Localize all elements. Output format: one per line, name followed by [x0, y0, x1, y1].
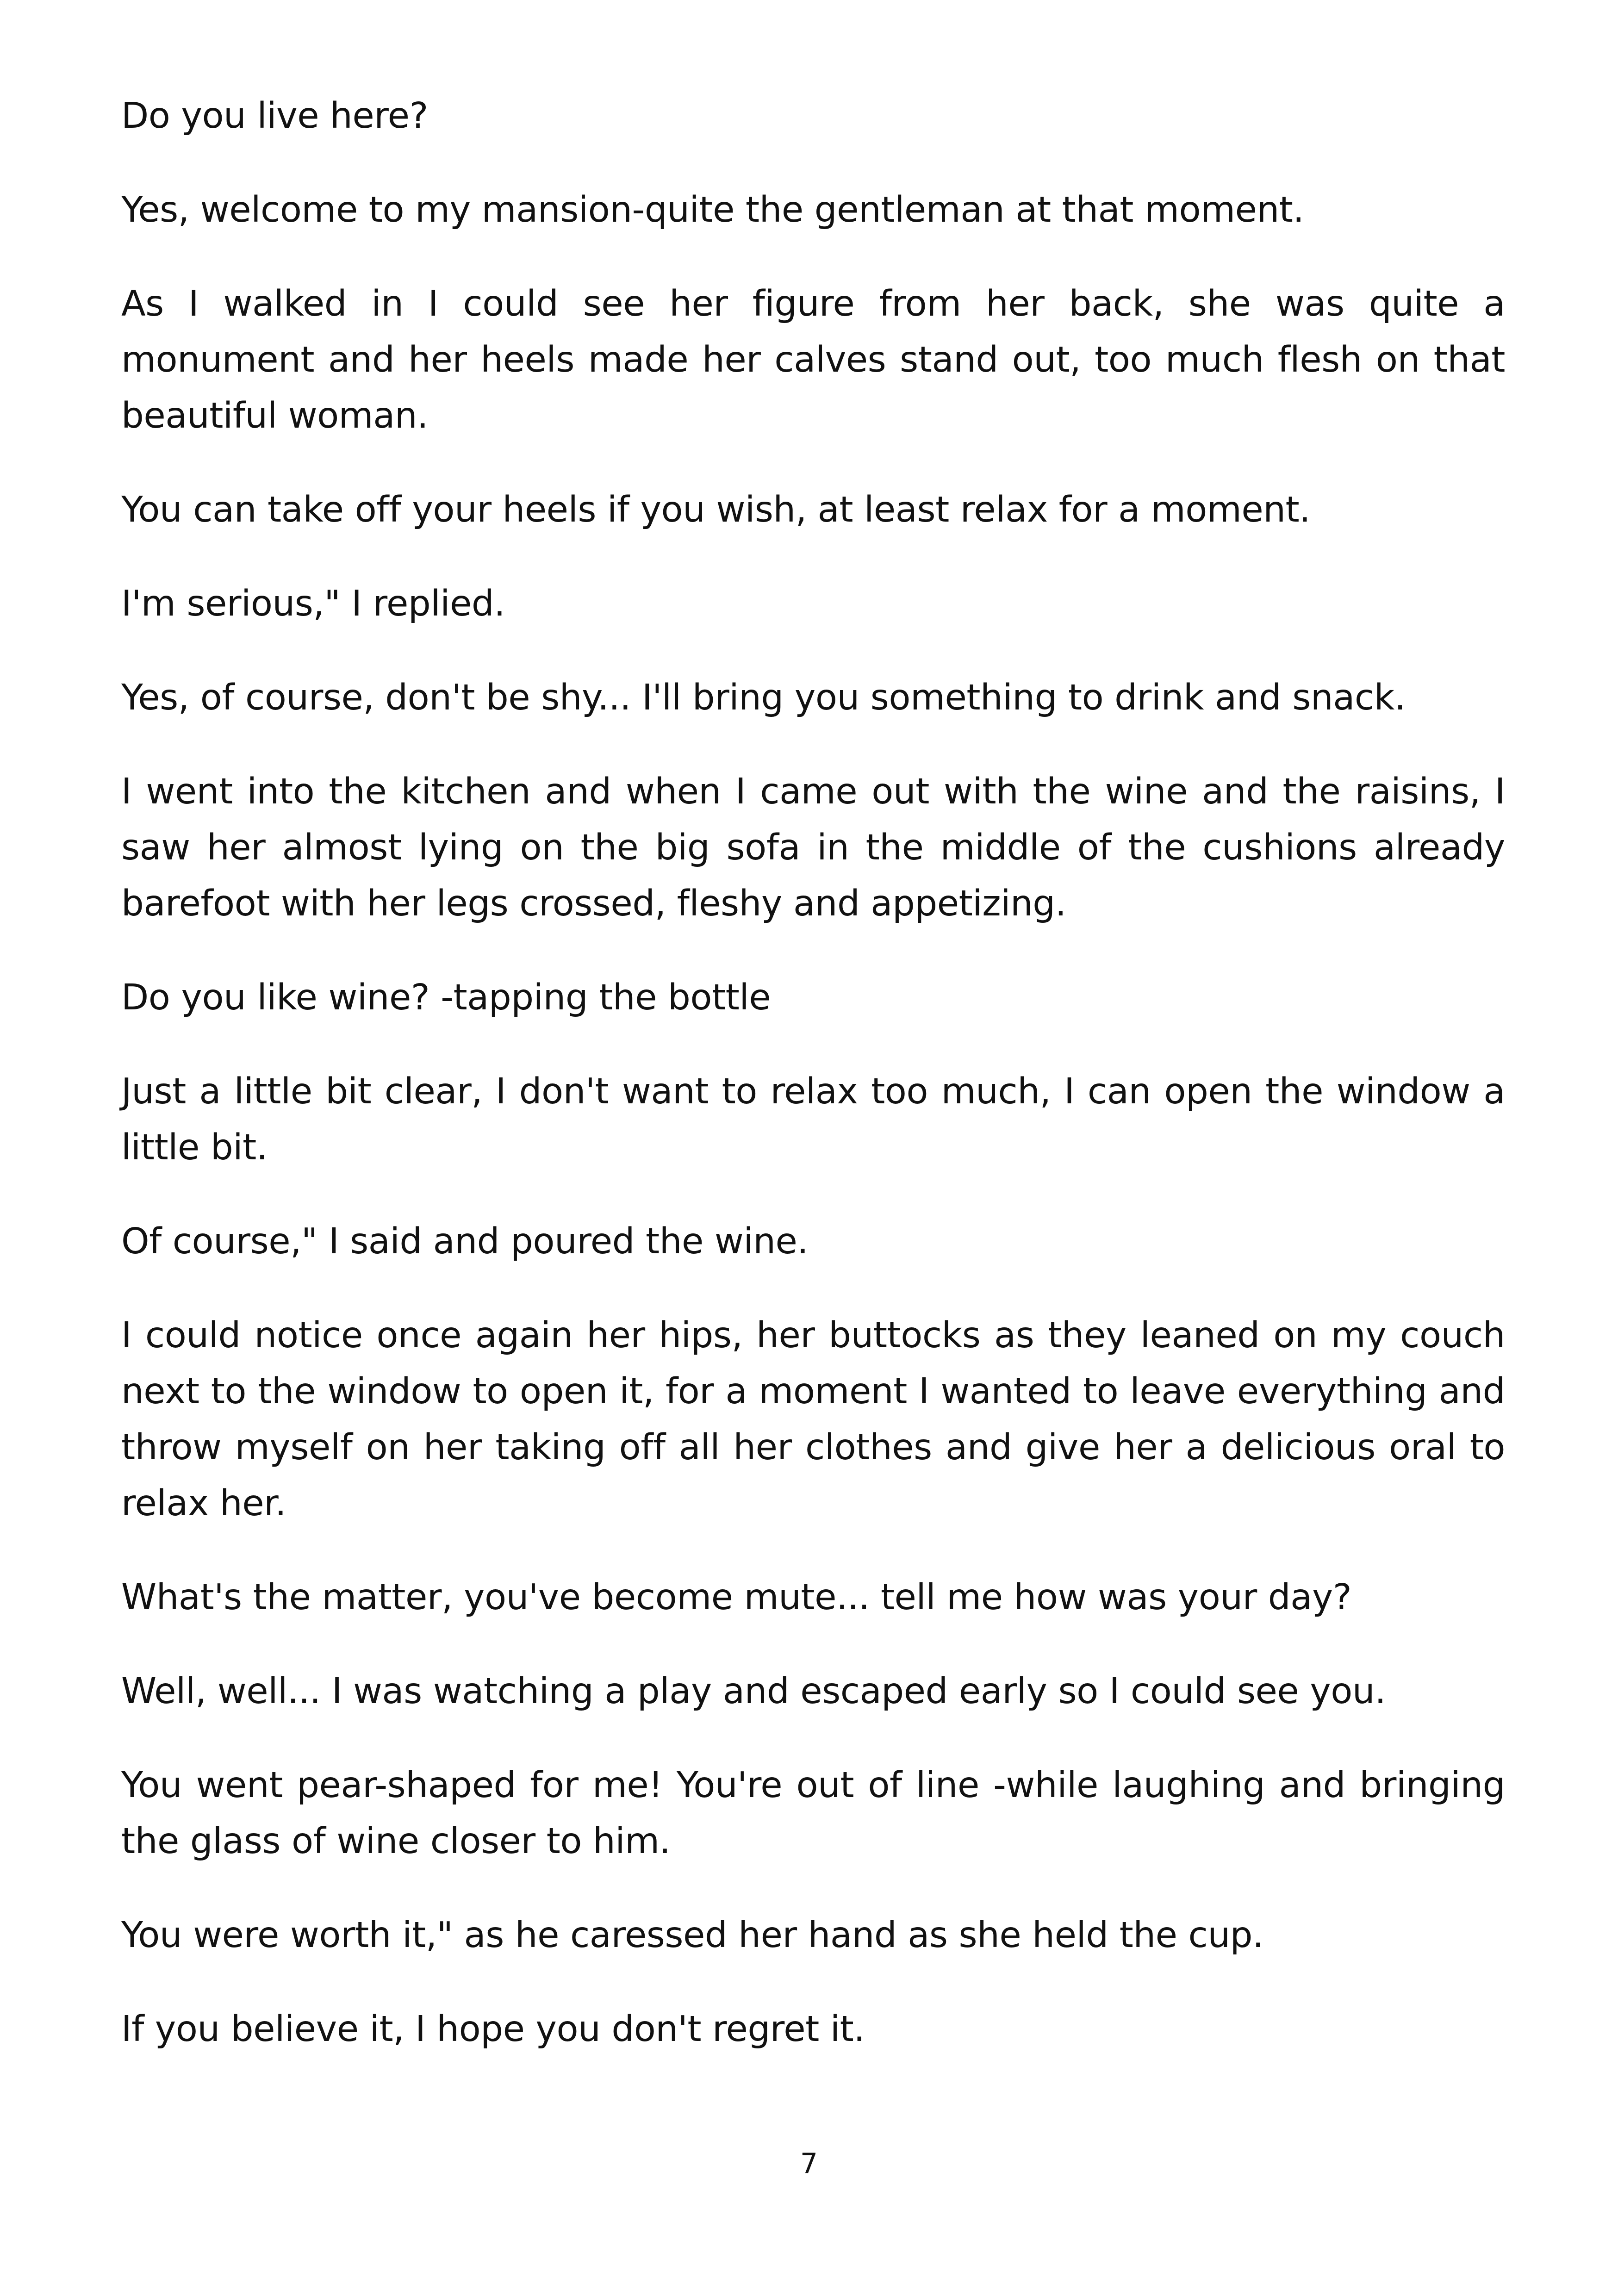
page-body — [121, 88, 1505, 2095]
paragraph: Well, well... I was watching a play and escaped early so I could see you. — [121, 1671, 1386, 1712]
paragraph: You went pear-shaped for me! You're out of line -while laughing and bringing the glass of wine closer to him. — [121, 1765, 1505, 1862]
paragraph: I could notice once again her hips, her buttocks as they leaned on my couch next to the window to open it, for a moment I wanted to leave everything and throw myself on her taking off all her clothes and give her a delicious oral to relax her. — [121, 1315, 1505, 1524]
paragraph: Yes, of course, don't be shy... I'll bring you something to drink and snack. — [121, 677, 1406, 718]
paragraph: You were worth it," as he caressed her hand as she held the cup. — [121, 1915, 1264, 1956]
paragraph: What's the matter, you've become mute... tell me how was your day? — [121, 1577, 1352, 1618]
paragraph: I'm serious," I replied. — [121, 583, 505, 624]
paragraph: Do you like wine? -tapping the bottle — [121, 977, 771, 1018]
page-number: 7 — [800, 2147, 818, 2180]
paragraph: Just a little bit clear, I don't want to relax too much, I can open the window a little bit. — [121, 1071, 1505, 1168]
paragraph: Yes, welcome to my mansion-quite the gentleman at that moment. — [121, 189, 1304, 230]
paragraph: Of course," I said and poured the wine. — [121, 1221, 809, 1262]
paragraph: Do you live here? — [121, 95, 428, 137]
paragraph: If you believe it, I hope you don't regret it. — [121, 2009, 865, 2050]
paragraph: I went into the kitchen and when I came out with the wine and the raisins, I saw her almost lying on the big sofa in the middle of the cushions already barefoot with her legs crossed, fleshy and appetizing. — [121, 771, 1505, 924]
paragraph: You can take off your heels if you wish, at least relax for a moment. — [121, 489, 1311, 530]
paragraph: As I walked in I could see her figure from her back, she was quite a monument and her heels made her calves stand out, too much flesh on that beautiful woman. — [121, 283, 1505, 436]
